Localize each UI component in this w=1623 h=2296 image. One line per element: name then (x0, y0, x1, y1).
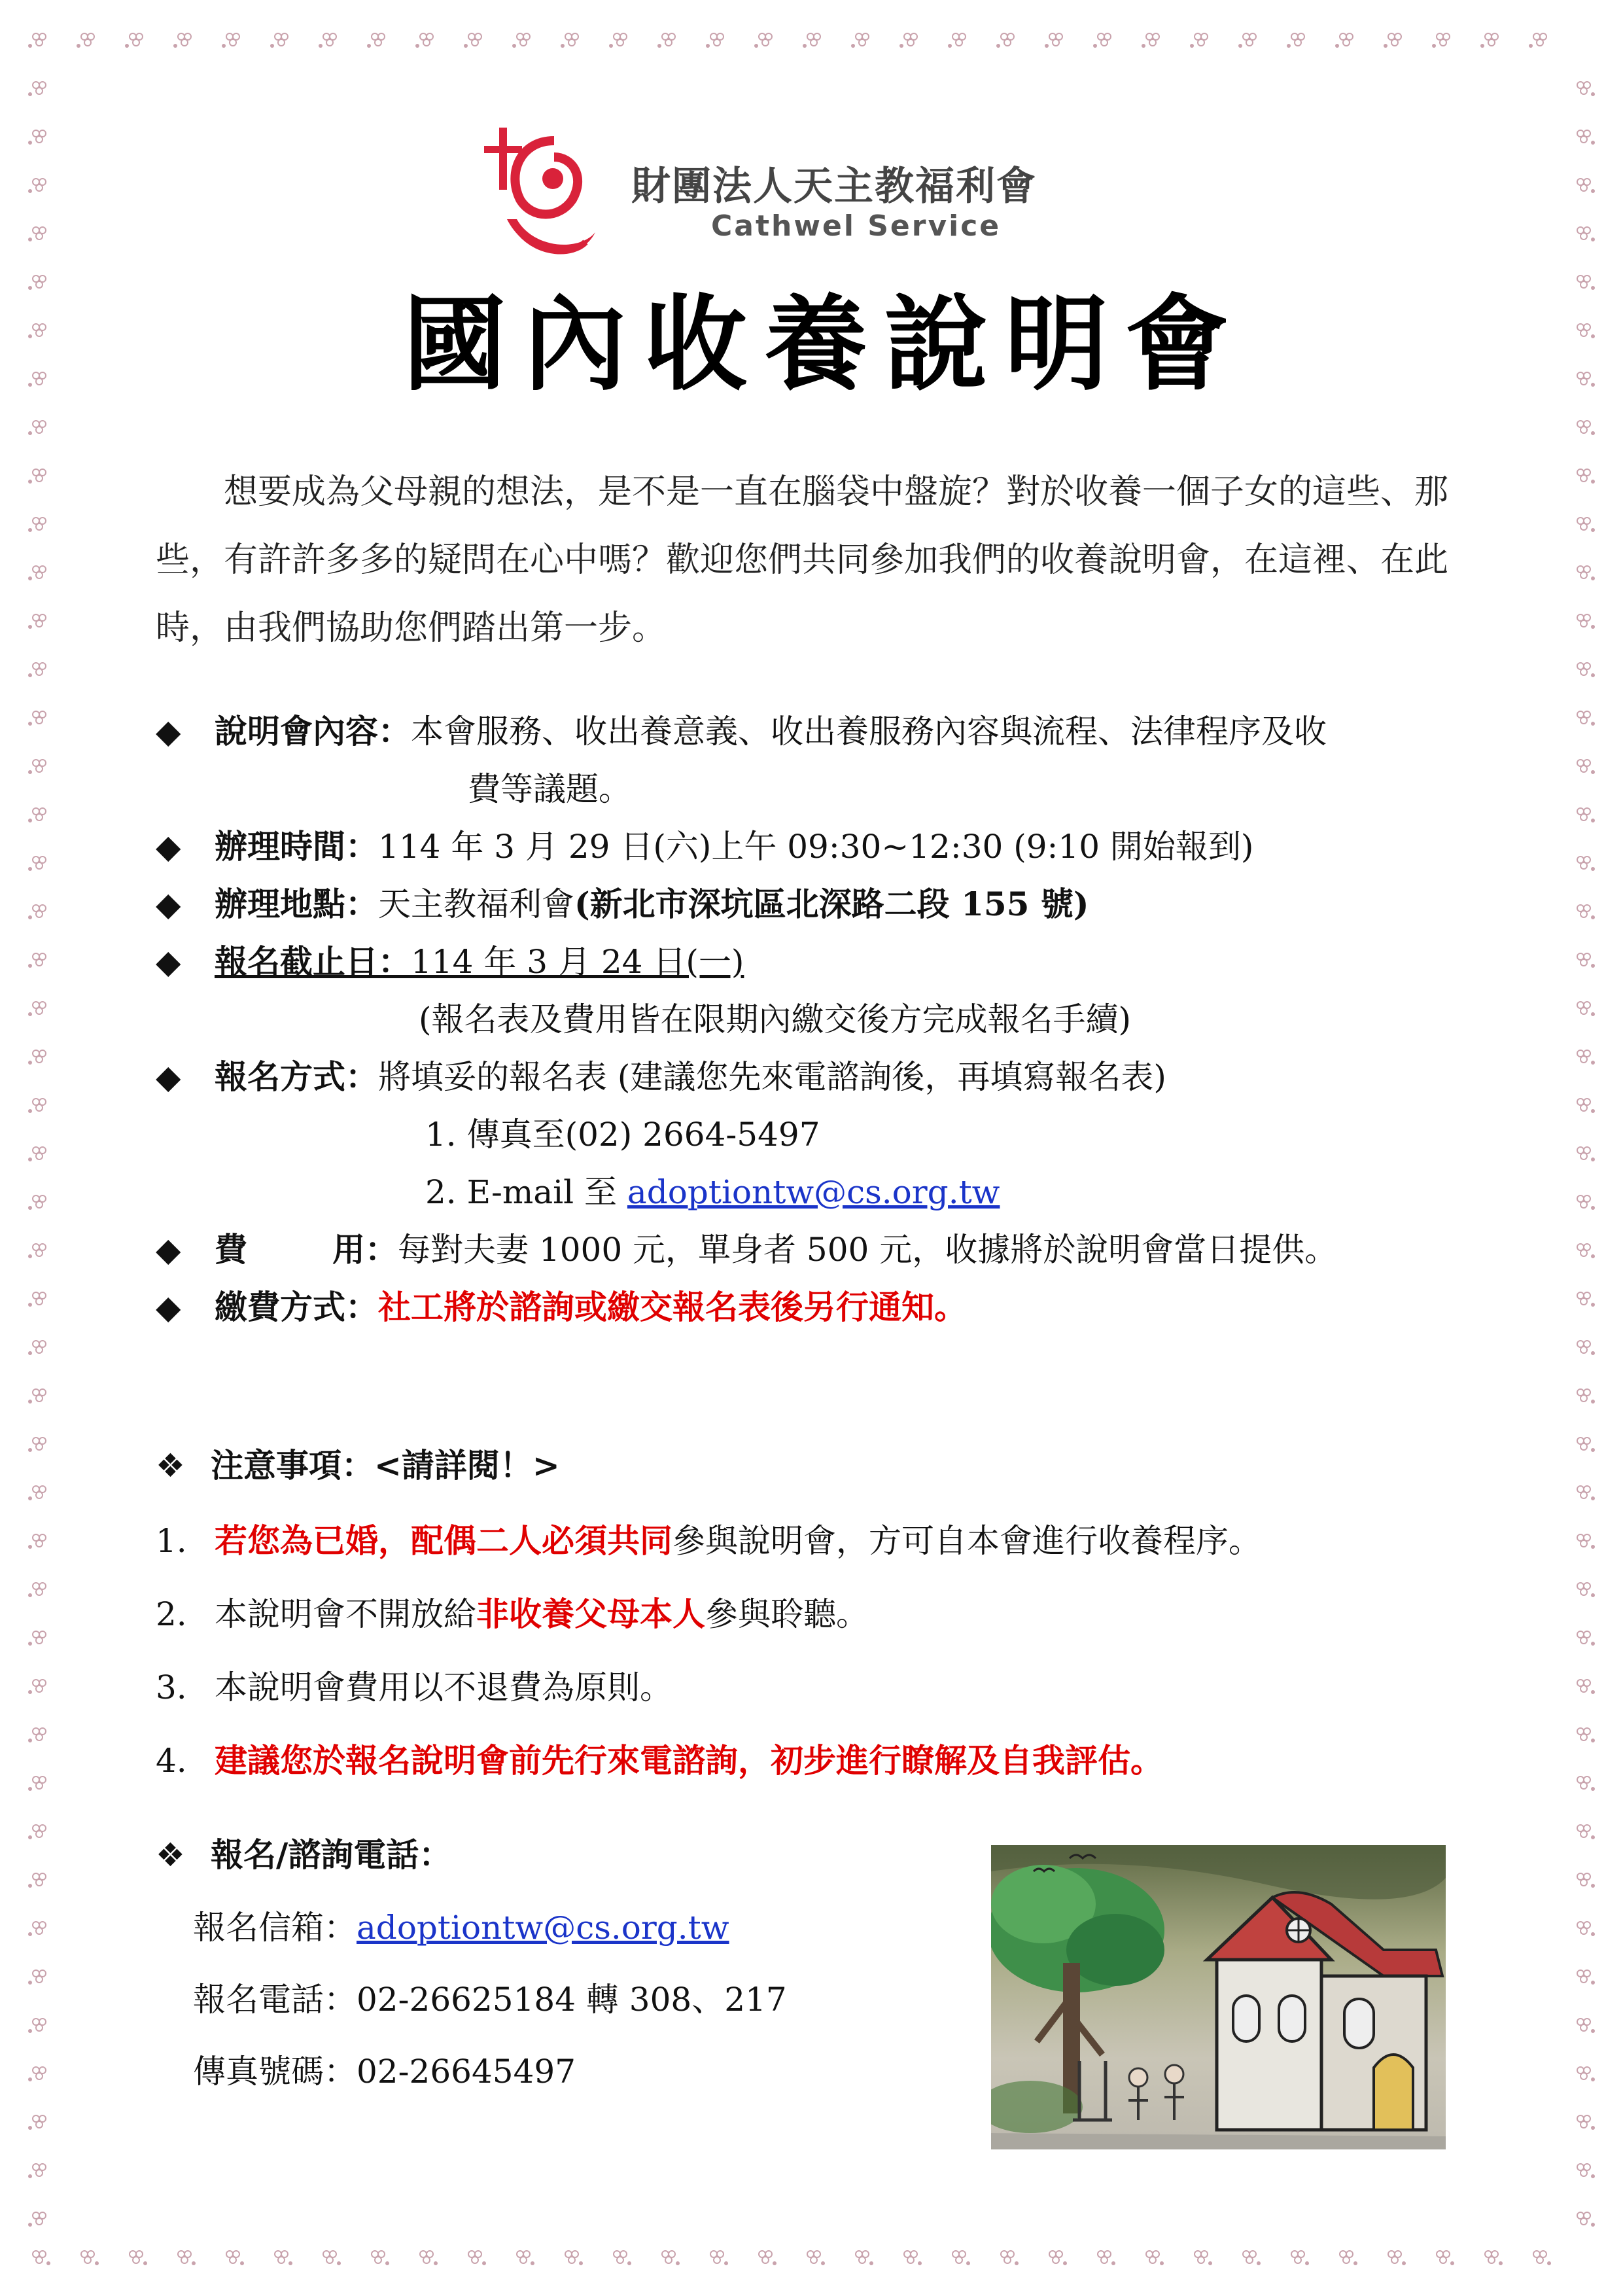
border-flower-ornament (28, 1631, 46, 1646)
border-flower-ornament (28, 1534, 46, 1549)
notice-header (156, 1439, 560, 1487)
border-flower-ornament (28, 1341, 46, 1355)
border-flower-ornament (275, 2251, 292, 2265)
border-flower-ornament (1577, 1438, 1595, 1452)
border-flower-ornament (1577, 518, 1595, 532)
notice-item-3 (156, 1661, 672, 1708)
border-flower-ornament (614, 2251, 631, 2265)
border-flower-ornament (1577, 1825, 1595, 1839)
border-flower-ornament (226, 2251, 244, 2265)
border-flower-ornament (803, 33, 820, 48)
border-flower-ornament (657, 33, 675, 48)
border-flower-ornament (1577, 1873, 1595, 1888)
intro-paragraph: 想要成為父母親的想法，是不是一直在腦袋中盤旋？對於收養一個子女的這些、那些，有許許多多的疑問在心中嗎？歡迎您們共同參加我們的收養說明會，在這裡、在此時，由我們協助您們踏出第一步。 (156, 472, 1449, 648)
deadline-label: 報名截止日： (215, 942, 411, 981)
method-label: 報名方式： (215, 1057, 378, 1096)
contact-phone-row (193, 1973, 787, 2021)
border-flower-ornament (1388, 2251, 1406, 2265)
method-fax: 1. 傳真至(02) 2664-5497 (425, 1116, 820, 1154)
cross-heart-logo-icon (481, 121, 599, 272)
border-flower-ornament (807, 2251, 825, 2265)
border-flower-ornament (1340, 2251, 1357, 2265)
info-time-row (156, 821, 1253, 868)
contact-email-row (193, 1901, 729, 1949)
border-flower-ornament (1577, 372, 1595, 387)
border-flower-ornament (1577, 1050, 1595, 1065)
border-flower-ornament (1432, 33, 1450, 48)
border-flower-ornament (1577, 760, 1595, 774)
border-flower-ornament (125, 33, 143, 48)
diamond-bullet-icon: ◆ (156, 713, 181, 751)
border-flower-ornament (851, 33, 869, 48)
border-flower-ornament (173, 33, 191, 48)
border-flower-ornament (1577, 1922, 1595, 1936)
border-flower-ornament (565, 2251, 583, 2265)
border-flower-ornament (28, 1486, 46, 1500)
diamond-bullet-icon: ◆ (156, 1231, 181, 1269)
cathwel-logo (481, 121, 1155, 272)
info-fee-row (156, 1224, 1337, 1271)
border-flower-ornament (1577, 1776, 1595, 1791)
place-label: 辦理地點： (215, 885, 378, 923)
time-text: 114 年 3 月 29 日(六)上午 09:30~12:30 (9:10 開始報到) (378, 828, 1254, 866)
border-flower-ornament (28, 1583, 46, 1597)
border-flower-ornament (1577, 1389, 1595, 1404)
notice-1-text: 參與說明會，方可自本會進行收養程序。 (672, 1522, 1261, 1560)
info-method-row (156, 1051, 1166, 1098)
contact-email-link[interactable]: adoptiontw@cs.org.tw (357, 1909, 729, 1947)
diamond-bullet-icon: ◆ (156, 943, 181, 981)
border-flower-ornament (222, 33, 239, 48)
border-flower-ornament (1577, 1341, 1595, 1355)
contact-fax-row (193, 2045, 576, 2093)
border-flower-ornament (28, 808, 46, 822)
border-flower-ornament (28, 2212, 46, 2227)
notice-2-text-pre: 本說明會不開放給 (215, 1595, 476, 1633)
border-flower-ornament (754, 33, 772, 48)
border-flower-ornament (28, 2164, 46, 2178)
border-flower-ornament (28, 1002, 46, 1016)
payment-text: 社工將於諮詢或繳交報名表後另行通知。 (378, 1288, 967, 1326)
info-content-row (156, 705, 1327, 752)
border-flower-ornament (28, 1244, 46, 1258)
border-flower-ornament (1577, 2212, 1595, 2227)
border-flower-ornament (1098, 2251, 1115, 2265)
organization-name-chinese: 財團法人天主教福利會 (631, 164, 1037, 209)
border-flower-ornament (904, 2251, 922, 2265)
four-diamond-bullet-icon: ❖ (156, 1836, 185, 1874)
border-flower-ornament (77, 33, 94, 48)
border-flower-ornament (367, 33, 385, 48)
notice-2-highlight: 非收養父母本人 (476, 1595, 705, 1633)
border-flower-ornament (178, 2251, 196, 2265)
diamond-bullet-icon: ◆ (156, 828, 181, 866)
border-flower-ornament (1480, 33, 1498, 48)
four-diamond-bullet-icon: ❖ (156, 1447, 185, 1485)
border-flower-ornament (468, 2251, 486, 2265)
border-flower-ornament (464, 33, 481, 48)
border-flower-ornament (28, 130, 46, 145)
border-flower-ornament (1577, 275, 1595, 290)
border-flower-ornament (81, 2251, 99, 2265)
border-flower-ornament (28, 179, 46, 193)
border-flower-ornament (28, 1099, 46, 1113)
content-text: 本會服務、收出養意義、收出養服務內容與流程、法律程序及收 (411, 713, 1327, 751)
info-payment-row (156, 1281, 967, 1328)
border-flower-ornament (28, 82, 46, 96)
border-flower-ornament (1577, 2115, 1595, 2130)
notice-item-1 (156, 1515, 1261, 1562)
border-flower-ornament (28, 2115, 46, 2130)
border-flower-ornament (1577, 2019, 1595, 2033)
border-flower-ornament (372, 2251, 389, 2265)
border-flower-ornament (1243, 2251, 1261, 2265)
contact-fax-value: 02-26645497 (357, 2053, 576, 2091)
border-flower-ornament (1577, 614, 1595, 629)
border-flower-ornament (1529, 33, 1546, 48)
border-flower-ornament (28, 1292, 46, 1307)
page-title: 國內收養說明會 (403, 284, 1246, 405)
border-flower-ornament (28, 1776, 46, 1791)
border-flower-ornament (1577, 1631, 1595, 1646)
border-flower-ornament (1142, 33, 1159, 48)
border-flower-ornament (1577, 711, 1595, 726)
border-flower-ornament (33, 2251, 50, 2265)
border-flower-ornament (1577, 905, 1595, 919)
info-place-row (156, 878, 1089, 925)
border-flower-ornament (1093, 33, 1111, 48)
border-flower-ornament (1437, 2251, 1454, 2265)
border-flower-ornament (28, 857, 46, 871)
border-flower-ornament (1577, 1970, 1595, 1985)
contact-fax-label: 傳真號碼： (193, 2053, 357, 2091)
border-flower-ornament (28, 518, 46, 532)
border-flower-ornament (28, 566, 46, 580)
content-text-continued: 費等議題。 (468, 770, 631, 808)
border-flower-ornament (28, 1050, 46, 1065)
border-flower-ornament (609, 33, 627, 48)
method-email-row (425, 1166, 1000, 1213)
border-flower-ornament (1577, 1486, 1595, 1500)
border-flower-ornament (28, 372, 46, 387)
border-flower-ornament (323, 2251, 341, 2265)
border-flower-ornament (899, 33, 917, 48)
contact-phone-label: 報名電話： (193, 1981, 357, 2019)
border-flower-ornament (561, 33, 578, 48)
border-flower-ornament (517, 2251, 534, 2265)
deadline-text: 114 年 3 月 24 日(一) (411, 943, 744, 981)
border-flower-ornament (1577, 2164, 1595, 2178)
border-flower-ornament (1001, 2251, 1019, 2265)
border-flower-ornament (1287, 33, 1304, 48)
border-flower-ornament (28, 275, 46, 290)
border-flower-ornament (1146, 2251, 1164, 2265)
border-flower-ornament (28, 2067, 46, 2081)
time-label: 辦理時間： (215, 827, 378, 866)
border-flower-ornament (1384, 33, 1401, 48)
border-flower-ornament (319, 33, 336, 48)
border-flower-ornament (1577, 130, 1595, 145)
border-flower-ornament (1577, 663, 1595, 677)
border-flower-ornament (952, 2251, 970, 2265)
border-flower-ornament (1195, 2251, 1212, 2265)
border-flower-ornament (1577, 566, 1595, 580)
border-flower-ornament (28, 905, 46, 919)
border-flower-ornament (1577, 82, 1595, 96)
border-flower-ornament (1049, 2251, 1067, 2265)
border-flower-ornament (28, 1970, 46, 1985)
border-flower-ornament (856, 2251, 873, 2265)
border-flower-ornament (28, 469, 46, 484)
border-flower-ornament (1577, 953, 1595, 968)
border-flower-ornament (1577, 469, 1595, 484)
border-flower-ornament (28, 1680, 46, 1694)
border-flower-ornament (1577, 1099, 1595, 1113)
border-flower-ornament (420, 2251, 438, 2265)
border-flower-ornament (28, 1873, 46, 1888)
notice-item-2 (156, 1588, 869, 1635)
border-flower-ornament (1190, 33, 1208, 48)
border-flower-ornament (1485, 2251, 1503, 2265)
fee-text: 每對夫妻 1000 元，單身者 500 元，收據將於說明會當日提供。 (398, 1231, 1338, 1269)
border-flower-ornament (1577, 857, 1595, 871)
organization-name-english: Cathwel Service (711, 209, 1002, 243)
border-flower-ornament (270, 33, 288, 48)
notice-2-text-post: 參與聆聽。 (705, 1595, 869, 1633)
house-painting-illustration (991, 1845, 1446, 2149)
border-flower-ornament (1577, 324, 1595, 338)
payment-label: 繳費方式： (215, 1288, 378, 1326)
notice-number: 2. (156, 1595, 187, 1633)
method-email-link[interactable]: adoptiontw@cs.org.tw (627, 1173, 1000, 1211)
place-address: (新北市深坑區北深路二段 155 號) (574, 885, 1089, 923)
border-flower-ornament (28, 33, 46, 48)
border-flower-ornament (415, 33, 433, 48)
border-flower-ornament (28, 1195, 46, 1210)
border-flower-ornament (1577, 1292, 1595, 1307)
border-flower-ornament (1577, 1195, 1595, 1210)
notice-4-highlight: 建議您於報名說明會前先行來電諮詢，初步進行瞭解及自我評估。 (215, 1741, 1163, 1780)
diamond-bullet-icon: ◆ (156, 1058, 181, 1096)
border-flower-ornament (28, 1389, 46, 1404)
border-flower-ornament (1577, 179, 1595, 193)
border-flower-ornament (1577, 1680, 1595, 1694)
deadline-note: (報名表及費用皆在限期內繳交後方完成報名手續) (419, 1000, 1132, 1038)
method-email-prefix: 2. E-mail 至 (425, 1173, 627, 1211)
border-flower-ornament (1577, 1147, 1595, 1161)
border-flower-ornament (1577, 1728, 1595, 1742)
border-flower-ornament (1577, 2067, 1595, 2081)
contact-header-text: 報名/諮詢電話： (211, 1835, 452, 1874)
border-flower-ornament (1577, 1534, 1595, 1549)
contact-header (156, 1829, 451, 1876)
border-flower-ornament (28, 663, 46, 677)
notice-number: 3. (156, 1669, 187, 1706)
notice-item-4 (156, 1735, 1163, 1782)
notice-header-text: 注意事項：<請詳閱！> (211, 1446, 560, 1485)
border-flower-ornament (996, 33, 1014, 48)
border-flower-ornament (28, 421, 46, 435)
border-flower-ornament (28, 1147, 46, 1161)
notice-number: 1. (156, 1522, 187, 1560)
border-flower-ornament (759, 2251, 777, 2265)
diamond-bullet-icon: ◆ (156, 1288, 181, 1326)
place-text: 天主教福利會 (378, 885, 574, 923)
border-flower-ornament (28, 324, 46, 338)
border-flower-ornament (130, 2251, 147, 2265)
border-flower-ornament (1577, 1002, 1595, 1016)
notice-3-text: 本說明會費用以不退費為原則。 (215, 1669, 672, 1706)
notice-1-highlight: 若您為已婚，配偶二人必須共同 (215, 1521, 672, 1560)
border-flower-ornament (28, 227, 46, 241)
border-flower-ornament (28, 760, 46, 774)
border-flower-ornament (28, 614, 46, 629)
border-flower-ornament (1577, 227, 1595, 241)
border-flower-ornament (1577, 808, 1595, 822)
border-flower-ornament (28, 1438, 46, 1452)
border-flower-ornament (1577, 1244, 1595, 1258)
border-flower-ornament (28, 953, 46, 968)
border-flower-ornament (28, 1728, 46, 1742)
border-flower-ornament (28, 1922, 46, 1936)
border-flower-ornament (512, 33, 530, 48)
border-flower-ornament (1577, 1583, 1595, 1597)
diamond-bullet-icon: ◆ (156, 885, 181, 923)
method-text: 將填妥的報名表 (建議您先來電諮詢後，再填寫報名表) (378, 1058, 1166, 1096)
contact-phone-value: 02-26625184 轉 308、217 (357, 1981, 787, 2019)
border-flower-ornament (1533, 2251, 1551, 2265)
border-flower-ornament (28, 711, 46, 726)
fee-label-part1: 費 (215, 1230, 247, 1269)
border-flower-ornament (1577, 421, 1595, 435)
border-flower-ornament (1335, 33, 1353, 48)
border-flower-ornament (1291, 2251, 1309, 2265)
border-flower-ornament (1238, 33, 1256, 48)
border-flower-ornament (948, 33, 966, 48)
fee-label-part2: 用： (332, 1230, 398, 1269)
border-flower-ornament (662, 2251, 680, 2265)
border-flower-ornament (710, 2251, 728, 2265)
contact-email-label: 報名信箱： (193, 1909, 357, 1947)
border-flower-ornament (1045, 33, 1062, 48)
border-flower-ornament (28, 1825, 46, 1839)
border-flower-ornament (28, 2019, 46, 2033)
info-deadline-row (156, 936, 744, 983)
border-flower-ornament (706, 33, 724, 48)
notice-number: 4. (156, 1742, 187, 1780)
content-label: 說明會內容： (215, 712, 411, 751)
